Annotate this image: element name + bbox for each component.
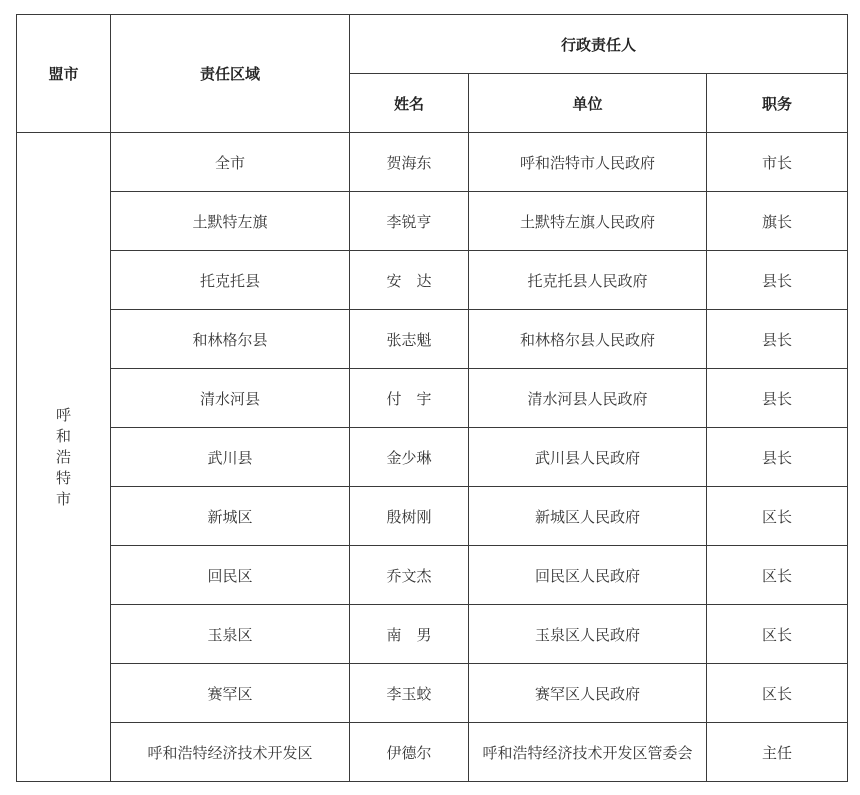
position-cell: 区长	[707, 487, 848, 546]
header-area: 责任区域	[111, 15, 350, 133]
unit-cell: 呼和浩特市人民政府	[469, 133, 707, 192]
table-row	[17, 251, 848, 310]
table-row	[17, 192, 848, 251]
table-row	[17, 664, 848, 723]
name-cell: 安 达	[350, 251, 469, 310]
unit-cell: 呼和浩特经济技术开发区管委会	[469, 723, 707, 782]
position-cell: 县长	[707, 310, 848, 369]
area-cell: 新城区	[111, 487, 350, 546]
responsibility-table	[16, 14, 848, 782]
table-row	[17, 605, 848, 664]
position-cell: 区长	[707, 546, 848, 605]
name-cell: 李玉蛟	[350, 664, 469, 723]
header-position: 职务	[707, 74, 848, 133]
area-cell: 玉泉区	[111, 605, 350, 664]
name-cell: 殷树刚	[350, 487, 469, 546]
position-cell: 县长	[707, 369, 848, 428]
position-cell: 区长	[707, 664, 848, 723]
unit-cell: 清水河县人民政府	[469, 369, 707, 428]
header-row-1	[17, 15, 848, 74]
unit-cell: 武川县人民政府	[469, 428, 707, 487]
name-cell: 李锐亨	[350, 192, 469, 251]
area-cell: 土默特左旗	[111, 192, 350, 251]
header-unit: 单位	[469, 74, 707, 133]
unit-cell: 回民区人民政府	[469, 546, 707, 605]
city-cell	[17, 133, 111, 782]
unit-cell: 赛罕区人民政府	[469, 664, 707, 723]
table-row	[17, 133, 848, 192]
table-row	[17, 546, 848, 605]
position-cell: 旗长	[707, 192, 848, 251]
area-cell: 呼和浩特经济技术开发区	[111, 723, 350, 782]
header-admin: 行政责任人	[350, 15, 848, 74]
area-cell: 赛罕区	[111, 664, 350, 723]
position-cell: 县长	[707, 428, 848, 487]
area-cell: 全市	[111, 133, 350, 192]
unit-cell: 和林格尔县人民政府	[469, 310, 707, 369]
name-cell: 乔文杰	[350, 546, 469, 605]
name-cell: 贺海东	[350, 133, 469, 192]
table-row	[17, 369, 848, 428]
name-cell: 南 男	[350, 605, 469, 664]
name-cell: 伊德尔	[350, 723, 469, 782]
area-cell: 武川县	[111, 428, 350, 487]
name-cell: 付 宇	[350, 369, 469, 428]
header-name: 姓名	[350, 74, 469, 133]
area-cell: 托克托县	[111, 251, 350, 310]
position-cell: 县长	[707, 251, 848, 310]
unit-cell: 玉泉区人民政府	[469, 605, 707, 664]
header-league-city: 盟市	[17, 15, 111, 133]
table-row	[17, 487, 848, 546]
position-cell: 主任	[707, 723, 848, 782]
unit-cell: 托克托县人民政府	[469, 251, 707, 310]
table-row	[17, 310, 848, 369]
table-row	[17, 428, 848, 487]
unit-cell: 土默特左旗人民政府	[469, 192, 707, 251]
area-cell: 和林格尔县	[111, 310, 350, 369]
city-name: 呼和浩特市	[55, 405, 71, 508]
unit-cell: 新城区人民政府	[469, 487, 707, 546]
area-cell: 清水河县	[111, 369, 350, 428]
area-cell: 回民区	[111, 546, 350, 605]
table-row	[17, 723, 848, 782]
position-cell: 区长	[707, 605, 848, 664]
position-cell: 市长	[707, 133, 848, 192]
name-cell: 金少琳	[350, 428, 469, 487]
name-cell: 张志魁	[350, 310, 469, 369]
